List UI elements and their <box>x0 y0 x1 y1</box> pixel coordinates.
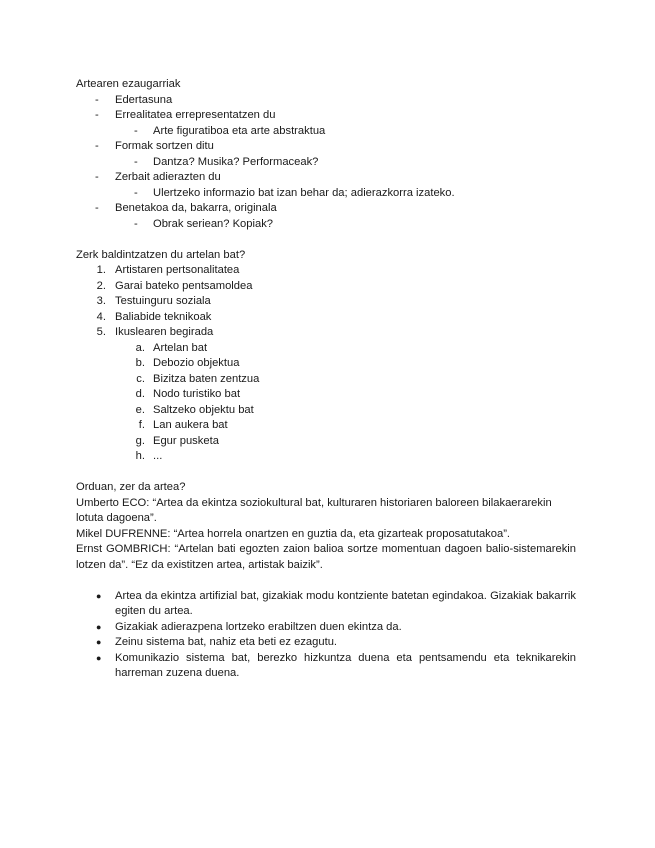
section-heading: Orduan, zer da artea? <box>76 481 186 493</box>
list-item-text: Ikuslearen begirada <box>115 326 214 338</box>
list-marker: d. <box>135 388 145 400</box>
list-marker: e. <box>135 403 145 416</box>
lettered-item <box>76 372 576 388</box>
list-marker: - <box>134 124 138 137</box>
numbered-item <box>76 310 576 326</box>
sub-list-item <box>76 124 576 140</box>
section-heading: Zerk baldintzatzen du artelan bat? <box>76 248 246 261</box>
list-marker: - <box>95 93 99 106</box>
list-marker: 5. <box>96 326 106 338</box>
list-marker: - <box>95 171 99 183</box>
bullet-item <box>76 635 576 651</box>
lettered-item <box>76 418 576 434</box>
list-item-text: Edertasuna <box>115 93 173 106</box>
quote-paragraph: Mikel DUFRENNE: “Artea horrela onartzen en guztia da, eta gizarteak proposatutakoa”. <box>76 527 511 540</box>
list-item-text: Ulertzeko informazio bat izan behar da; adierazkorra izateko. <box>153 186 455 199</box>
quote-paragraph: Ernst GOMBRICH: “Artelan bati egozten zaion balioa sortze momentuan dagoen balio-sistemarekin lotzen da”. “Ez da existitzen artea, artistak baizik”. <box>76 543 576 571</box>
numbered-item <box>76 294 576 310</box>
list-item-text: Benetakoa da, bakarra, originala <box>115 202 277 214</box>
bullet-icon: ● <box>96 590 102 601</box>
list-marker: 4. <box>96 310 106 323</box>
list-marker: 1. <box>96 264 106 276</box>
list-item-text: Artea da ekintza artifizial bat, gizakiak modu kontziente batetan egindakoa. Gizakiak bakarrik egiten du artea. <box>115 589 576 617</box>
lettered-item <box>76 403 576 419</box>
list-item-text: Artistaren pertsonalitatea <box>115 264 240 276</box>
list-marker: - <box>134 155 138 168</box>
list-item-text: ... <box>153 450 163 462</box>
list-item-text: Testuinguru soziala <box>115 295 211 307</box>
list-marker: - <box>95 140 99 152</box>
sub-list-item <box>76 155 576 171</box>
list-marker: - <box>95 202 99 214</box>
bullet-item <box>76 651 576 682</box>
list-item <box>76 139 576 155</box>
spacer <box>76 465 576 481</box>
list-item <box>76 170 576 186</box>
list-item <box>76 201 576 217</box>
list-item-text: Lan aukera bat <box>153 419 228 431</box>
list-item-text: Obrak seriean? Kopiak? <box>153 217 274 230</box>
list-marker: f. <box>138 419 145 431</box>
list-item <box>76 93 576 109</box>
list-item-text: Formak sortzen ditu <box>115 140 214 152</box>
list-item-text: Egur pusketa <box>153 434 219 447</box>
document-page <box>76 77 576 682</box>
bullet-icon: ● <box>96 621 102 632</box>
section-heading: Artearen ezaugarriak <box>76 78 181 90</box>
bullet-item <box>76 589 576 620</box>
list-item-text: Gizakiak adierazpena lortzeko erabiltzen duen ekintza da. <box>115 620 402 633</box>
list-item-text: Artelan bat <box>153 341 208 354</box>
spacer <box>76 232 576 248</box>
list-item-text: Debozio objektua <box>153 357 240 369</box>
list-item-text: Baliabide teknikoak <box>115 310 212 323</box>
list-marker: b. <box>135 357 145 369</box>
sub-list-item <box>76 217 576 233</box>
lettered-item <box>76 434 576 450</box>
list-item-text: Saltzeko objektu bat <box>153 403 254 416</box>
list-marker: c. <box>136 372 145 385</box>
list-item-text: Bizitza baten zentzua <box>153 372 260 385</box>
lettered-item <box>76 356 576 372</box>
lettered-item <box>76 449 576 465</box>
list-marker: h. <box>135 450 145 462</box>
quote-paragraph: Umberto ECO: “Artea da ekintza soziokultural bat, kulturaren historiaren baloreen bilakaerarekin lotuta dagoena”. <box>76 496 552 524</box>
list-marker: a. <box>135 341 145 354</box>
bullet-icon: ● <box>96 637 102 647</box>
lettered-item <box>76 341 576 357</box>
list-item-text: Arte figuratiboa eta arte abstraktua <box>153 124 326 137</box>
lettered-item <box>76 387 576 403</box>
list-marker: - <box>134 217 138 230</box>
list-item <box>76 108 576 124</box>
list-item-text: Zeinu sistema bat, nahiz eta beti ez ezagutu. <box>115 636 338 648</box>
bullet-icon: ● <box>96 652 102 663</box>
list-marker: 2. <box>96 279 106 292</box>
list-marker: g. <box>135 434 145 447</box>
list-item-text: Dantza? Musika? Performaceak? <box>153 155 319 168</box>
list-item-text: Garai bateko pentsamoldea <box>115 279 253 292</box>
list-item-text: Zerbait adierazten du <box>115 171 221 183</box>
spacer <box>76 573 576 589</box>
list-marker: - <box>134 186 138 199</box>
bullet-item <box>76 620 576 636</box>
numbered-item <box>76 325 576 341</box>
list-marker: - <box>95 109 99 121</box>
sub-list-item <box>76 186 576 202</box>
list-item-text: Nodo turistiko bat <box>153 388 241 400</box>
numbered-item <box>76 263 576 279</box>
list-item-text: Errealitatea errepresentatzen du <box>115 109 276 121</box>
list-item-text: Komunikazio sistema bat, berezko hizkuntza duena eta pentsamendu eta teknikarekin harreman zuzena duena. <box>115 651 576 679</box>
list-marker: 3. <box>96 295 106 307</box>
numbered-item <box>76 279 576 295</box>
